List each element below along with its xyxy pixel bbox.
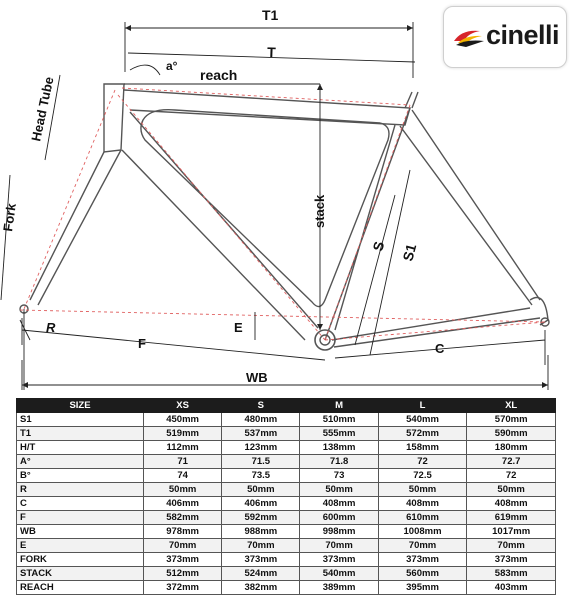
- label-a-angle: a°: [166, 59, 178, 73]
- table-row: [17, 581, 556, 595]
- table-cell: 619mm: [467, 511, 556, 525]
- table-row: [17, 427, 556, 441]
- table-cell: 71: [144, 455, 222, 469]
- row-label: S1: [17, 413, 144, 427]
- row-label: H/T: [17, 441, 144, 455]
- table-cell: 373mm: [222, 553, 300, 567]
- table-cell: 180mm: [467, 441, 556, 455]
- table-cell: 372mm: [144, 581, 222, 595]
- table-row: [17, 497, 556, 511]
- table-row: [17, 539, 556, 553]
- geometry-guides: [20, 88, 545, 340]
- table-cell: 74: [144, 469, 222, 483]
- table-cell: 50mm: [467, 483, 556, 497]
- row-label: F: [17, 511, 144, 525]
- label-reach: reach: [200, 67, 238, 83]
- table-cell: 72.5: [378, 469, 467, 483]
- table-cell: 72: [467, 469, 556, 483]
- table-cell: 403mm: [467, 581, 556, 595]
- table-cell: 582mm: [144, 511, 222, 525]
- geometry-table-body: [17, 413, 556, 595]
- column-header-xs: XS: [144, 399, 222, 413]
- table-cell: 373mm: [467, 553, 556, 567]
- table-cell: 70mm: [300, 539, 378, 553]
- column-header-s: S: [222, 399, 300, 413]
- table-cell: 519mm: [144, 427, 222, 441]
- column-header-m: M: [300, 399, 378, 413]
- table-cell: 998mm: [300, 525, 378, 539]
- row-label: A°: [17, 455, 144, 469]
- table-cell: 406mm: [222, 497, 300, 511]
- cinelli-winged-logo-icon: [452, 27, 486, 49]
- row-label: E: [17, 539, 144, 553]
- table-cell: 408mm: [378, 497, 467, 511]
- table-cell: 72: [378, 455, 467, 469]
- brand-name: cinelli: [486, 20, 560, 50]
- table-cell: 70mm: [378, 539, 467, 553]
- geometry-table: [16, 398, 556, 595]
- row-label: R: [17, 483, 144, 497]
- table-cell: 570mm: [467, 413, 556, 427]
- table-cell: 978mm: [144, 525, 222, 539]
- table-cell: 373mm: [300, 553, 378, 567]
- table-row: [17, 525, 556, 539]
- table-cell: 123mm: [222, 441, 300, 455]
- table-row: [17, 413, 556, 427]
- column-header-l: L: [378, 399, 467, 413]
- label-stack: stack: [312, 194, 327, 228]
- table-cell: 50mm: [222, 483, 300, 497]
- table-cell: 592mm: [222, 511, 300, 525]
- table-cell: 389mm: [300, 581, 378, 595]
- table-cell: 408mm: [300, 497, 378, 511]
- table-cell: 1008mm: [378, 525, 467, 539]
- table-cell: 73: [300, 469, 378, 483]
- table-row: [17, 441, 556, 455]
- table-cell: 70mm: [222, 539, 300, 553]
- table-cell: 112mm: [144, 441, 222, 455]
- table-cell: 524mm: [222, 567, 300, 581]
- table-cell: 450mm: [144, 413, 222, 427]
- table-cell: 512mm: [144, 567, 222, 581]
- table-cell: 70mm: [467, 539, 556, 553]
- table-cell: 71.8: [300, 455, 378, 469]
- table-cell: 50mm: [378, 483, 467, 497]
- table-cell: 537mm: [222, 427, 300, 441]
- label-c: C: [435, 341, 445, 356]
- dimension-lines: [1, 22, 548, 390]
- dimension-arrowheads: [22, 25, 548, 388]
- table-cell: 988mm: [222, 525, 300, 539]
- row-label: FORK: [17, 553, 144, 567]
- row-label: REACH: [17, 581, 144, 595]
- table-cell: 395mm: [378, 581, 467, 595]
- table-cell: 510mm: [300, 413, 378, 427]
- label-f: F: [138, 336, 146, 351]
- table-cell: 540mm: [300, 567, 378, 581]
- row-label: WB: [17, 525, 144, 539]
- table-cell: 373mm: [144, 553, 222, 567]
- column-header-xl: XL: [467, 399, 556, 413]
- table-cell: 583mm: [467, 567, 556, 581]
- table-cell: 72.7: [467, 455, 556, 469]
- table-cell: 610mm: [378, 511, 467, 525]
- table-row: [17, 553, 556, 567]
- table-cell: 600mm: [300, 511, 378, 525]
- label-fork: Fork: [0, 202, 19, 233]
- label-r: R: [46, 320, 56, 335]
- table-cell: 1017mm: [467, 525, 556, 539]
- table-cell: 158mm: [378, 441, 467, 455]
- table-cell: 560mm: [378, 567, 467, 581]
- table-cell: 50mm: [144, 483, 222, 497]
- table-header-row: [17, 399, 556, 413]
- row-label: STACK: [17, 567, 144, 581]
- label-t1: T1: [262, 7, 279, 23]
- table-row: [17, 455, 556, 469]
- label-e: E: [234, 320, 243, 335]
- label-s: S: [369, 239, 388, 253]
- table-cell: 138mm: [300, 441, 378, 455]
- table-cell: 408mm: [467, 497, 556, 511]
- table-cell: 590mm: [467, 427, 556, 441]
- table-cell: 572mm: [378, 427, 467, 441]
- column-header-size: SIZE: [17, 399, 144, 413]
- table-cell: 373mm: [378, 553, 467, 567]
- table-row: [17, 483, 556, 497]
- table-cell: 480mm: [222, 413, 300, 427]
- bike-frame: [20, 84, 549, 350]
- label-s1: S1: [399, 242, 420, 263]
- label-t: T: [266, 44, 277, 61]
- table-cell: 71.5: [222, 455, 300, 469]
- table-cell: 73.5: [222, 469, 300, 483]
- row-label: B°: [17, 469, 144, 483]
- table-row: [17, 469, 556, 483]
- brand-logo: [443, 6, 567, 68]
- row-label: T1: [17, 427, 144, 441]
- label-head-tube: Head Tube: [28, 75, 57, 143]
- label-wb: WB: [246, 370, 268, 385]
- row-label: C: [17, 497, 144, 511]
- table-row: [17, 511, 556, 525]
- table-cell: 555mm: [300, 427, 378, 441]
- table-cell: 50mm: [300, 483, 378, 497]
- table-cell: 406mm: [144, 497, 222, 511]
- table-cell: 382mm: [222, 581, 300, 595]
- table-row: [17, 567, 556, 581]
- table-cell: 70mm: [144, 539, 222, 553]
- table-cell: 540mm: [378, 413, 467, 427]
